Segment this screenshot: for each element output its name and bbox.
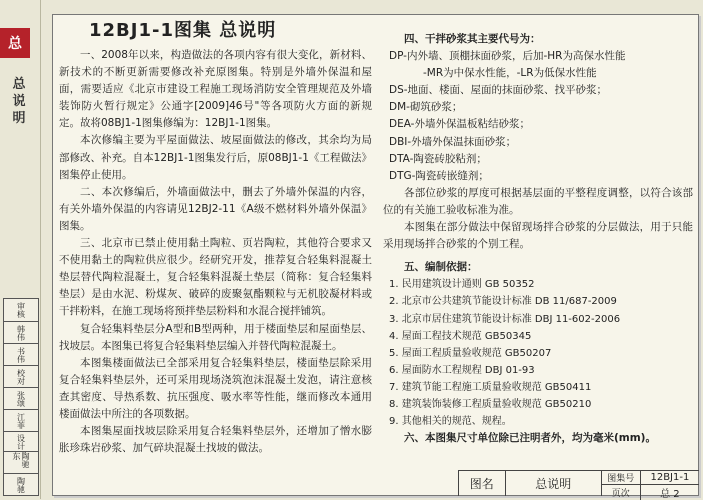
list-item: 9. 其他相关的规范、规程。 — [389, 416, 512, 428]
list-item: -MR为中保水性能，-LR为低保水性能 — [423, 67, 597, 80]
list-item: 1. 民用建筑设计通则 GB 50352 — [389, 279, 535, 291]
sidebar — [0, 0, 41, 499]
title-block-code-label: 图集号 — [602, 471, 641, 484]
paragraph: 本图集楼面做法已全部采用复合轻集料垫层，楼面垫层除采用复合轻集料垫层外，还可采用现场浇筑泡沫混凝土发泡，请注意核查其密度、导热系数、抗压强度、吸水率等性能，继而修改本通用楼面做法中所注的各项数据。 — [59, 356, 372, 420]
paragraph: 各部位砂浆的厚度可根据基层面的平整程度调整，以符合该部位的有关施工验收标准为准。 — [383, 186, 693, 216]
document-page — [52, 14, 699, 500]
list-item: 6. 屋面防水工程规程 DBJ 01-93 — [389, 364, 535, 376]
signature-cell: 陶驰东 — [4, 451, 38, 474]
title-block-name-label: 图名 — [459, 471, 506, 496]
title-block — [458, 470, 699, 500]
title-block-code: 12BJ1-1 — [650, 472, 690, 483]
title-block-page: 总 2 — [660, 489, 680, 500]
paragraph: 本次修编主要为平屋面做法、坡屋面做法的修改，其余均为局部修改、补充。自本12BJ1-1图集发行后，原08BJ1-1《工程做法》图集停止使用。 — [59, 134, 372, 181]
list-item: DM-砌筑砂浆； — [389, 101, 463, 114]
title-block-page-label: 页次 — [602, 485, 641, 500]
list-item: 3. 北京市居住建筑节能设计标准 DBJ 11-602-2006 — [389, 313, 621, 325]
right-column — [383, 15, 693, 447]
list-item: DP-内外墙、顶棚抹面砂浆，后加-HR为高保水性能 — [389, 50, 626, 63]
paragraph: 本图集在部分做法中保留现场拌合砂浆的分层做法，用于只能采用现场拌合砂浆的个别工程。 — [383, 221, 693, 251]
list-item: 5. 屋面工程质量验收规范 GB50207 — [389, 347, 552, 359]
signature-cell: 书伟 — [4, 343, 38, 366]
list-item: DTG-陶瓷砖嵌缝剂； — [389, 169, 489, 182]
sidebar-title: 总说明 — [12, 77, 26, 126]
list-item: 8. 建筑装饰装修工程质量验收规范 GB50210 — [389, 398, 592, 410]
list-item: DEA-外墙外保温板粘结砂浆； — [389, 118, 530, 131]
signature-cell: 江菲 — [4, 409, 38, 432]
paragraph: 本图集屋面找坡层除采用复合轻集料垫层外，还增加了憎水膨胀珍珠岩砂浆、加气碎块混凝土找坡的做法。 — [59, 425, 372, 455]
signature-block — [3, 298, 39, 496]
left-column — [59, 15, 372, 457]
signature-cell: 韩伟 — [4, 321, 38, 344]
list-item: 4. 屋面工程技术规范 GB50345 — [389, 330, 532, 342]
list-item: DBI-外墙外保温抹面砂浆； — [389, 135, 517, 148]
paragraph: 一、2008年以来，构造做法的各项内容有很大变化，新材料、新技术的不断更新需要修改补充原图集。特别是外墙外保温和屋面，需要适应《北京市建设工程施工现场消防安全管理规范及外墙装饰防火暂行规定》公通字[2009]46号"等各项防火方面的新规定。故将08BJ1-1图集修编为：12BJ1-1图集。 — [59, 49, 372, 130]
signature-cell: 张颂 — [4, 387, 38, 410]
list-item: 7. 建筑节能工程施工质量验收规范 GB50411 — [389, 381, 592, 393]
title-block-name: 总说明 — [506, 471, 602, 496]
paragraph: 二、本次修编后，外墙面做法中，删去了外墙外保温的内容，有关外墙外保温的内容请见12BJ2-11《A级不燃材料外墙外保温》图集。 — [59, 185, 372, 232]
signature-cell: 校对 — [4, 365, 38, 388]
signature-cell: 审核 — [16, 302, 26, 318]
sidebar-tab[interactable]: 总 — [0, 28, 30, 58]
signature-cell: 设计 — [4, 431, 38, 452]
list-item: 2. 北京市公共建筑节能设计标准 DB 11/687-2009 — [389, 296, 617, 308]
list-item: DTA-陶瓷砖胶粘剂； — [389, 152, 487, 165]
section-heading: 五、编制依据： — [404, 261, 478, 274]
title-block-meta — [602, 471, 699, 500]
section-heading: 六、本图集尺寸单位除已注明者外，均为毫米(mm)。 — [404, 432, 656, 445]
page-title: 12BJ1-1图集 总说明 — [89, 20, 277, 41]
paragraph: 复合轻集料垫层分A型和B型两种，用于楼面垫层和屋面垫层、找坡层。本图集已将复合轻集料垫层编入并替代陶粒混凝土。 — [59, 322, 372, 352]
paragraph: 三、北京市已禁止使用黏土陶粒、页岩陶粒，其他符合要求又不使用黏土的陶粒供应很少。经研究开发，推荐复合轻集料混凝土垫层替代陶粒混凝土，复合轻集料混凝土垫层（简称：复合轻集料垫层）是由水泥、粉煤灰、破碎的废聚氨酯颗粒与无机胶凝材料或干拌粉料，在施工现场将预拌垫层粉料和水混合搅拌铺筑。 — [59, 237, 372, 318]
section-heading: 四、干拌砂浆其主要代号为： — [404, 33, 541, 45]
signature-cell: 陶驰 — [4, 473, 38, 496]
list-item: DS-地面、楼面、屋面的抹面砂浆、找平砂浆； — [389, 84, 608, 97]
